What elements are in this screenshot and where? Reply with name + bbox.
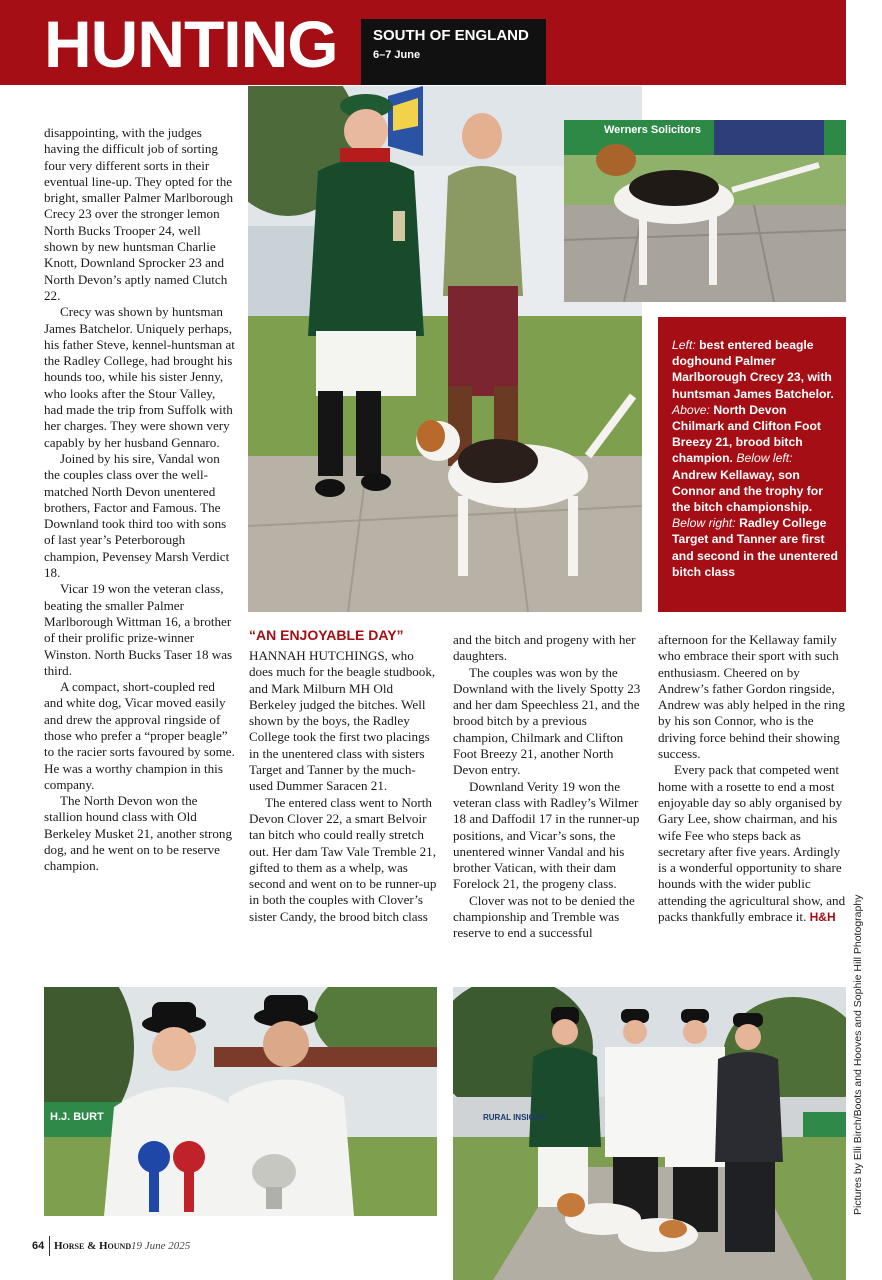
paragraph: Vicar 19 won the veteran class, beating the smaller Palmer Marlborough Wittman 16, a brother of their prolific prize-winner Winston. North Bucks Taser 18 was third. — [44, 581, 233, 678]
magazine-name: Horse & Hound — [54, 1240, 132, 1252]
photo-radley-college-hounds — [453, 987, 846, 1280]
paragraph: disappointing, with the judges having the difficult job of sorting four very different sorts in their eventual line-up. They opted for the bright, smaller Palmer Marlborough Crecy 23 over the stronger lemon North Bucks Trooper 24, well shown by new huntsman Charlie Knott, Downland Sprocker 23 and North Devon’s aptly named Clutch 22. — [44, 125, 234, 303]
article-subhead: “AN ENJOYABLE DAY” — [249, 627, 404, 643]
page-number: 64 — [32, 1240, 45, 1252]
paragraph: The North Devon won the stallion hound class with Old Berkeley Musket 21, another strong dog, and he went on to be reserve champion. — [44, 793, 232, 874]
end-mark: H&H — [809, 910, 836, 925]
section-title: HUNTING — [44, 7, 338, 81]
paragraph: Every pack that competed went home with a rosette to end a most enjoyable day so ably organised by Gary Lee, show chairman, and his wife Fee who steps back as secretary after five years. Ardingly is a wonderful opportunity to share hounds with the wider public attending the agricultural show, and packs thankfully embrace it. H&H — [658, 762, 846, 925]
article-column-3 — [453, 632, 643, 942]
paragraph: Joined by his sire, Vandal won the couples class over the well-matched North Devon unentered brothers, Factor and Famous. The Downland took third too with sons of last year’s Peterborough champion, Pevensey Marsh Verdict 18. — [44, 450, 230, 581]
paragraph: A compact, short-coupled red and white dog, Vicar moved easily and drew the approval ringside of those who prefer a “proper beagle” to the racier sorts favoured by some. He was a worthy champion in this company. — [44, 679, 235, 792]
paragraph: afternoon for the Kellaway family who embrace their sport with such enthusiasm. Cheered on by Andrew’s father Gordon ringside, Andrew was ably helped in the ring by his son Connor, who is the driving force behind their showing success. — [658, 632, 845, 762]
paragraph: Downland Verity 19 won the veteran class with Radley’s Wilmer 18 and Daffodil 17 in the runner-up positions, and Vicar’s sons, the unentered winner Vandal and his brother Vatican, with their dam Forelock 21, the progeny class. — [453, 778, 640, 892]
article-column-2 — [249, 648, 439, 925]
photo-brood-bitch-champion — [564, 120, 846, 302]
photo-sign-text: H.J. BURT — [50, 1111, 104, 1123]
photo-sponsor-banner: Werners Solicitors — [604, 124, 701, 136]
caption-text: Left: best entered beagle doghound Palmer Marlborough Crecy 23, with huntsman James Batchelor. Above: North Devon Chilmark and Clifton Foot Breezy 21, brood bitch champion. Below left: Andrew Kellaway, son Connor and the trophy for the bitch championship. Below right: Radley College Target and Tanner are first and second in the unentered bitch class — [672, 338, 838, 579]
section-banner — [0, 0, 846, 85]
article-column-4 — [658, 632, 848, 925]
paragraph: and the bitch and progeny with her daughters. — [453, 632, 636, 664]
photo-sign-text: RURAL INSIGHT — [483, 1113, 546, 1122]
event-dates: 6–7 June — [373, 49, 421, 61]
article-column-1 — [44, 125, 236, 875]
paragraph: HANNAH HUTCHINGS, who does much for the beagle studbook, and Mark Milburn MH Old Berkeley judged the bitches. Well shown by the boys, the Radley College took the first two placings in the unentered class with sisters Target and Tanner by the much-used Dummer Saracen 21. — [249, 648, 436, 794]
photo-credit: Pictures by Elli Birch/Boots and Hooves and Sophie Hill Photography — [852, 894, 864, 1215]
issue-date: 19 June 2025 — [131, 1240, 191, 1252]
paragraph: The entered class went to North Devon Clover 22, a smart Belvoir tan bitch who could really stretch out. Her dam Taw Vale Tremble 21, gifted to them as a whelp, was second and went on to be runner-up in both the couples with Clover’s sister Candy, the brood bitch class — [249, 794, 437, 924]
photo-kellaway-trophy — [44, 987, 437, 1216]
event-box — [361, 19, 546, 85]
paragraph: The couples was won by the Downland with the lively Spotty 23 and her dam Speechless 21, and the brood bitch by a previous champion, Chilmark and Clifton Foot Breezy 21, another North Devon entry. — [453, 664, 641, 778]
paragraph: Crecy was shown by huntsman James Batchelor. Uniquely perhaps, his father Steve, kennel-huntsman at the Radley College, had brought his hounds too, while his sister Jenny, who looks after the Stour Valley, had made the trip from Suffolk with her charges. They were shown very capably by her husband Gennaro. — [44, 304, 235, 450]
paragraph: Clover was not to be denied the championship and Tremble was reserve to end a successful — [453, 892, 635, 941]
event-name: SOUTH OF ENGLAND — [373, 27, 529, 44]
caption-box — [658, 317, 846, 612]
folio-divider — [49, 1236, 50, 1256]
